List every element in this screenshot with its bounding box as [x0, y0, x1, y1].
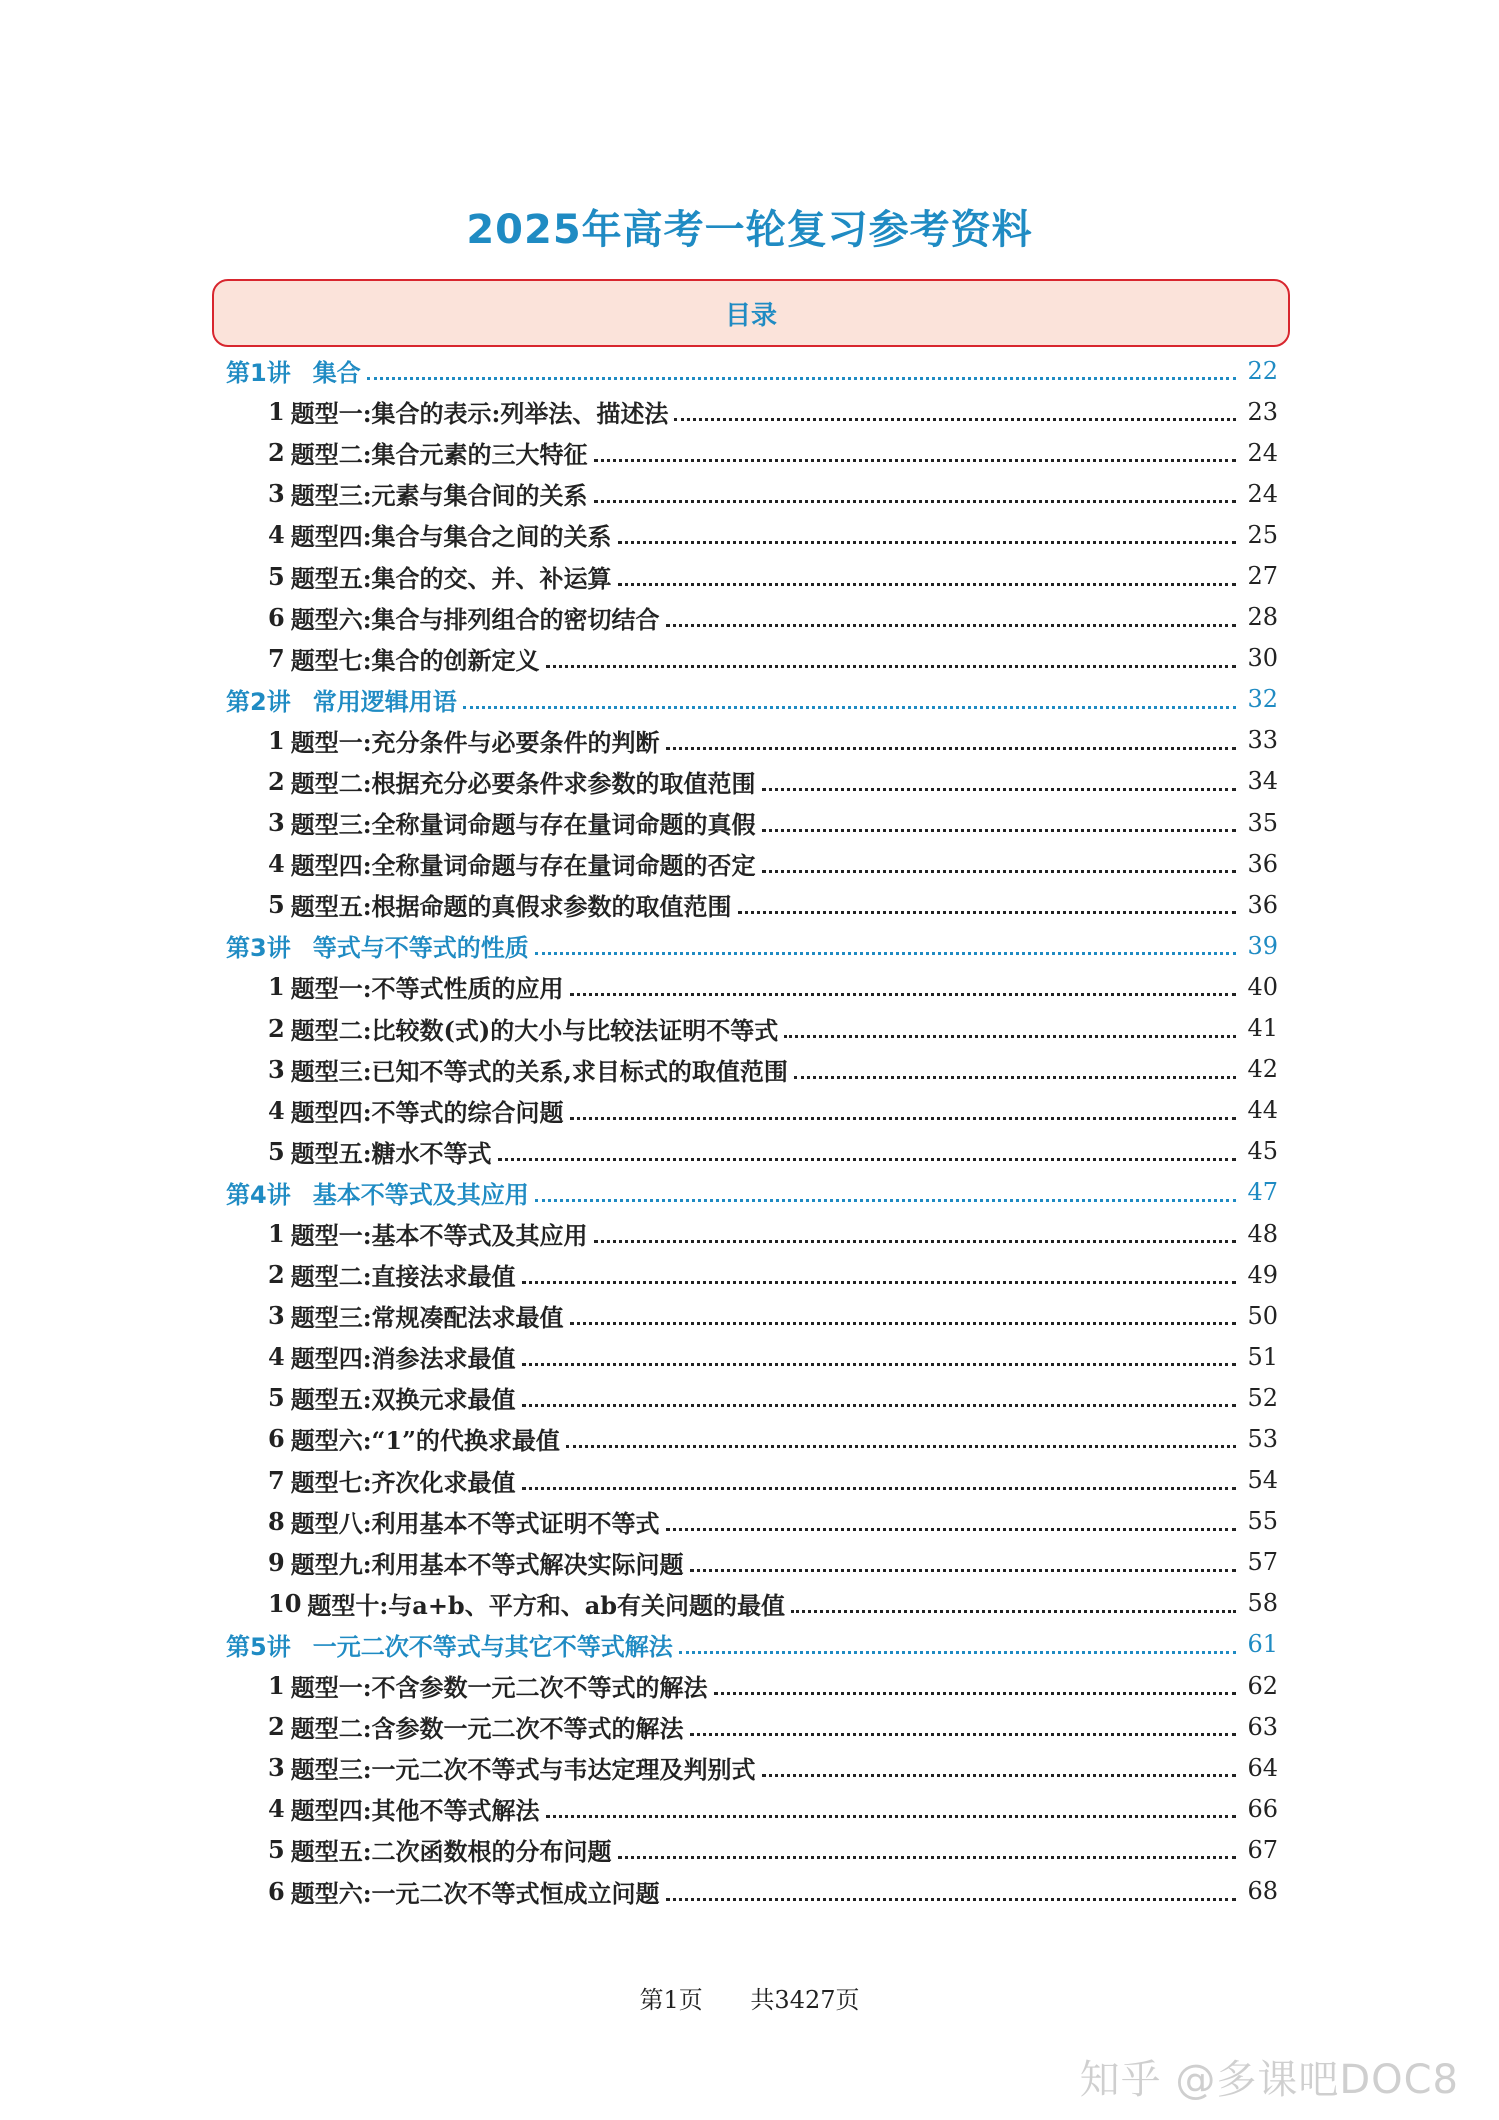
page-current: 第1页	[639, 1986, 703, 2014]
toc-entry-label: 题型三:元素与集合间的关系	[290, 481, 588, 511]
toc-entry-label: 题型五:双换元求最值	[290, 1385, 516, 1415]
page-footer	[0, 1980, 1499, 2015]
toc-page-number: 40	[1247, 972, 1278, 1001]
toc-entry-number: 4	[268, 1342, 285, 1372]
toc-entry-label: 题型一:不含参数一元二次不等式的解法	[290, 1673, 708, 1703]
toc-entry-label: 题型二:含参数一元二次不等式的解法	[290, 1714, 684, 1744]
toc-entry-number: 8	[268, 1506, 285, 1536]
toc-dot-leader	[762, 788, 1236, 791]
toc-page-number: 36	[1247, 890, 1278, 919]
toc-entry-number: 1	[268, 1219, 285, 1249]
toc-lecture-entry[interactable]	[226, 1624, 1278, 1665]
toc-entry-label: 题型十:与a+b、平方和、ab有关问题的最值	[307, 1590, 786, 1620]
toc-dot-leader	[594, 1240, 1236, 1243]
toc-page-number: 49	[1247, 1260, 1278, 1289]
toc-dot-leader	[762, 829, 1236, 832]
toc-dot-leader	[666, 624, 1236, 627]
toc-page-number: 41	[1247, 1014, 1278, 1043]
toc-dot-leader	[690, 1569, 1236, 1572]
toc-page-number: 52	[1247, 1383, 1278, 1412]
toc-entry-label: 题型三:已知不等式的关系,求目标式的取值范围	[290, 1056, 788, 1086]
toc-dot-leader	[367, 377, 1236, 380]
toc-entry-number: 5	[268, 890, 285, 920]
toc-entry-label: 题型六:一元二次不等式恒成立问题	[290, 1878, 660, 1908]
toc-subentry[interactable]	[226, 1336, 1278, 1377]
toc-page-number: 33	[1247, 726, 1278, 755]
page-total: 共3427页	[750, 1986, 860, 2014]
toc-entry-label: 题型五:根据命题的真假求参数的取值范围	[290, 892, 732, 922]
toc-subentry[interactable]	[226, 1418, 1278, 1459]
toc-subentry[interactable]	[226, 843, 1278, 884]
toc-lecture-entry[interactable]	[226, 350, 1278, 391]
toc-entry-number: 2	[268, 766, 285, 796]
toc-subentry[interactable]	[226, 1213, 1278, 1254]
document-title: 2025年高考一轮复习参考资料	[466, 207, 1033, 253]
toc-entry-number: 4	[268, 849, 285, 879]
toc-dot-leader	[666, 1528, 1236, 1531]
toc-entry-number: 1	[268, 725, 285, 755]
toc-page-number: 50	[1247, 1301, 1278, 1330]
toc-entry-number: 5	[268, 561, 285, 591]
toc-dot-leader	[546, 1815, 1236, 1818]
toc-dot-leader	[566, 1445, 1236, 1448]
toc-entry-label: 题型四:其他不等式解法	[290, 1796, 540, 1826]
toc-entry-number: 第5讲	[226, 1632, 291, 1661]
toc-dot-leader	[618, 583, 1236, 586]
toc-entry-number: 1	[268, 397, 285, 427]
toc-entry-number: 3	[268, 1301, 285, 1331]
toc-entry-label: 题型二:集合元素的三大特征	[290, 440, 588, 470]
toc-page-number: 48	[1247, 1219, 1278, 1248]
toc-page-number: 27	[1247, 562, 1278, 591]
toc-entry-label: 题型三:常规凑配法求最值	[290, 1303, 564, 1333]
toc-entry-label: 题型四:消参法求最值	[290, 1344, 516, 1374]
toc-dot-leader	[522, 1363, 1236, 1366]
toc-subentry[interactable]	[226, 884, 1278, 925]
toc-subentry[interactable]	[226, 1665, 1278, 1706]
toc-entry-number: 4	[268, 1095, 285, 1125]
toc-subentry[interactable]	[226, 597, 1278, 638]
toc-page-number: 53	[1247, 1424, 1278, 1453]
toc-dot-leader	[498, 1158, 1236, 1161]
toc-subentry[interactable]	[226, 966, 1278, 1007]
toc-dot-leader	[546, 665, 1236, 668]
toc-subentry[interactable]	[226, 1254, 1278, 1295]
toc-entry-number: 2	[268, 1712, 285, 1742]
toc-entry-label: 题型七:集合的创新定义	[290, 645, 540, 675]
toc-page-number: 42	[1247, 1055, 1278, 1084]
toc-entry-number: 2	[268, 438, 285, 468]
toc-subentry[interactable]	[226, 555, 1278, 596]
toc-subentry[interactable]	[226, 1870, 1278, 1911]
toc-entry-label: 题型一:不等式性质的应用	[290, 974, 564, 1004]
toc-entry-label: 题型四:集合与集合之间的关系	[290, 522, 612, 552]
toc-page-number: 64	[1247, 1753, 1278, 1782]
toc-entry-label: 题型九:利用基本不等式解决实际问题	[290, 1549, 684, 1579]
toc-entry-label: 题型一:基本不等式及其应用	[290, 1221, 588, 1251]
toc-page-number: 22	[1247, 356, 1278, 385]
toc-page-number: 30	[1247, 644, 1278, 673]
toc-subentry[interactable]	[226, 1377, 1278, 1418]
toc-dot-leader	[535, 952, 1236, 955]
toc-entry-number: 10	[268, 1588, 302, 1618]
toc-entry-label: 题型三:全称量词命题与存在量词命题的真假	[290, 810, 756, 840]
toc-subentry[interactable]	[226, 761, 1278, 802]
toc-entry-number: 3	[268, 1753, 285, 1783]
toc-entry-number: 第1讲	[226, 359, 291, 388]
toc-entry-number: 9	[268, 1547, 285, 1577]
toc-page-number: 24	[1247, 438, 1278, 467]
toc-entry-number: 3	[268, 479, 285, 509]
toc-subentry[interactable]	[226, 638, 1278, 679]
toc-page-number: 32	[1247, 685, 1278, 714]
toc-page-number: 62	[1247, 1671, 1278, 1700]
toc-entry-number: 5	[268, 1136, 285, 1166]
toc-entry-label: 题型六:“1”的代换求最值	[290, 1426, 560, 1456]
toc-page-number: 47	[1247, 1178, 1278, 1207]
toc-subentry[interactable]	[226, 1706, 1278, 1747]
toc-entry-number: 4	[268, 1794, 285, 1824]
toc-entry-number: 6	[268, 602, 285, 632]
toc-dot-leader	[522, 1487, 1236, 1490]
toc-dot-leader	[570, 1322, 1236, 1325]
toc-subentry[interactable]	[226, 1295, 1278, 1336]
toc-list	[226, 350, 1278, 1912]
toc-subentry[interactable]	[226, 1131, 1278, 1172]
toc-entry-label: 题型二:比较数(式)的大小与比较法证明不等式	[290, 1015, 779, 1045]
toc-page-number: 24	[1247, 479, 1278, 508]
toc-entry-label: 题型五:集合的交、并、补运算	[290, 563, 612, 593]
toc-page-number: 61	[1247, 1630, 1278, 1659]
toc-subentry[interactable]	[226, 514, 1278, 555]
toc-entry-label: 题型七:齐次化求最值	[290, 1467, 516, 1497]
toc-page-number: 39	[1247, 931, 1278, 960]
toc-page-number: 57	[1247, 1548, 1278, 1577]
toc-entry-label: 题型二:根据充分必要条件求参数的取值范围	[290, 768, 756, 798]
toc-entry-number: 1	[268, 972, 285, 1002]
toc-entry-number: 1	[268, 1671, 285, 1701]
toc-dot-leader	[794, 1076, 1236, 1079]
toc-subentry[interactable]	[226, 1460, 1278, 1501]
toc-dot-leader	[570, 1117, 1236, 1120]
toc-subentry[interactable]	[226, 1049, 1278, 1090]
toc-dot-leader	[570, 993, 1236, 996]
toc-page-number: 28	[1247, 603, 1278, 632]
toc-entry-label: 等式与不等式的性质	[312, 934, 529, 963]
toc-entry-number: 3	[268, 1054, 285, 1084]
toc-dot-leader	[690, 1733, 1236, 1736]
toc-lecture-entry[interactable]	[226, 1172, 1278, 1213]
toc-entry-number: 第3讲	[226, 934, 291, 963]
toc-entry-number: 7	[268, 643, 285, 673]
toc-entry-label: 题型二:直接法求最值	[290, 1262, 516, 1292]
toc-lecture-entry[interactable]	[226, 925, 1278, 966]
toc-page-number: 67	[1247, 1835, 1278, 1864]
toc-page-number: 34	[1247, 767, 1278, 796]
toc-entry-label: 题型一:集合的表示:列举法、描述法	[290, 399, 669, 429]
toc-entry-number: 4	[268, 520, 285, 550]
toc-subentry[interactable]	[226, 1583, 1278, 1624]
toc-entry-number: 第4讲	[226, 1180, 291, 1209]
toc-dot-leader	[618, 541, 1236, 544]
watermark: 知乎 @多课吧DOC8	[1079, 2057, 1459, 2103]
toc-header-box	[212, 279, 1290, 347]
toc-dot-leader	[666, 747, 1236, 750]
toc-subentry[interactable]	[226, 391, 1278, 432]
toc-entry-number: 2	[268, 1260, 285, 1290]
toc-page-number: 68	[1247, 1877, 1278, 1906]
toc-dot-leader	[463, 706, 1236, 709]
toc-subentry[interactable]	[226, 473, 1278, 514]
toc-subentry[interactable]	[226, 432, 1278, 473]
toc-dot-leader	[522, 1281, 1236, 1284]
toc-entry-label: 题型四:不等式的综合问题	[290, 1097, 564, 1127]
toc-dot-leader	[791, 1610, 1236, 1613]
toc-page-number: 55	[1247, 1507, 1278, 1536]
toc-entry-number: 5	[268, 1383, 285, 1413]
toc-page-number: 66	[1247, 1794, 1278, 1823]
toc-entry-label: 题型五:糖水不等式	[290, 1138, 492, 1168]
toc-subentry[interactable]	[226, 1542, 1278, 1583]
toc-page-number: 58	[1247, 1589, 1278, 1618]
toc-page-number: 51	[1247, 1342, 1278, 1371]
toc-dot-leader	[535, 1199, 1236, 1202]
toc-dot-leader	[762, 1774, 1236, 1777]
toc-dot-leader	[594, 500, 1236, 503]
toc-subentry[interactable]	[226, 1747, 1278, 1788]
toc-dot-leader	[618, 1856, 1236, 1859]
toc-subentry[interactable]	[226, 1090, 1278, 1131]
toc-entry-number: 2	[268, 1013, 285, 1043]
toc-dot-leader	[666, 1898, 1236, 1901]
toc-page-number: 23	[1247, 397, 1278, 426]
toc-entry-label: 常用逻辑用语	[312, 687, 457, 716]
toc-subentry[interactable]	[226, 802, 1278, 843]
toc-entry-label: 集合	[312, 359, 361, 388]
toc-entry-label: 基本不等式及其应用	[312, 1180, 529, 1209]
toc-entry-number: 第2讲	[226, 687, 291, 716]
toc-entry-label: 题型六:集合与排列组合的密切结合	[290, 604, 660, 634]
toc-entry-label: 题型一:充分条件与必要条件的判断	[290, 727, 660, 757]
toc-page-number: 35	[1247, 808, 1278, 837]
toc-entry-number: 7	[268, 1465, 285, 1495]
toc-dot-leader	[784, 1035, 1236, 1038]
toc-dot-leader	[714, 1692, 1236, 1695]
toc-entry-label: 一元二次不等式与其它不等式解法	[312, 1632, 673, 1661]
toc-page-number: 63	[1247, 1712, 1278, 1741]
toc-entry-label: 题型三:一元二次不等式与韦达定理及判别式	[290, 1755, 756, 1785]
toc-dot-leader	[762, 870, 1236, 873]
toc-dot-leader	[674, 418, 1236, 421]
toc-lecture-entry[interactable]	[226, 679, 1278, 720]
toc-subentry[interactable]	[226, 1501, 1278, 1542]
toc-dot-leader	[522, 1404, 1236, 1407]
toc-entry-number: 3	[268, 808, 285, 838]
toc-subentry[interactable]	[226, 720, 1278, 761]
toc-page-number: 44	[1247, 1096, 1278, 1125]
toc-entry-number: 6	[268, 1424, 285, 1454]
toc-entry-number: 5	[268, 1835, 285, 1865]
toc-page-number: 25	[1247, 520, 1278, 549]
toc-page-number: 54	[1247, 1466, 1278, 1495]
toc-page-number: 45	[1247, 1137, 1278, 1166]
toc-page-number: 36	[1247, 849, 1278, 878]
toc-entry-number: 6	[268, 1876, 285, 1906]
toc-entry-label: 题型五:二次函数根的分布问题	[290, 1837, 612, 1867]
toc-dot-leader	[738, 911, 1236, 914]
toc-subentry[interactable]	[226, 1788, 1278, 1829]
toc-dot-leader	[679, 1651, 1236, 1654]
toc-label: 目录	[724, 300, 777, 331]
toc-subentry[interactable]	[226, 1829, 1278, 1870]
toc-subentry[interactable]	[226, 1008, 1278, 1049]
toc-dot-leader	[594, 459, 1236, 462]
toc-entry-label: 题型四:全称量词命题与存在量词命题的否定	[290, 851, 756, 881]
toc-entry-label: 题型八:利用基本不等式证明不等式	[290, 1508, 660, 1538]
